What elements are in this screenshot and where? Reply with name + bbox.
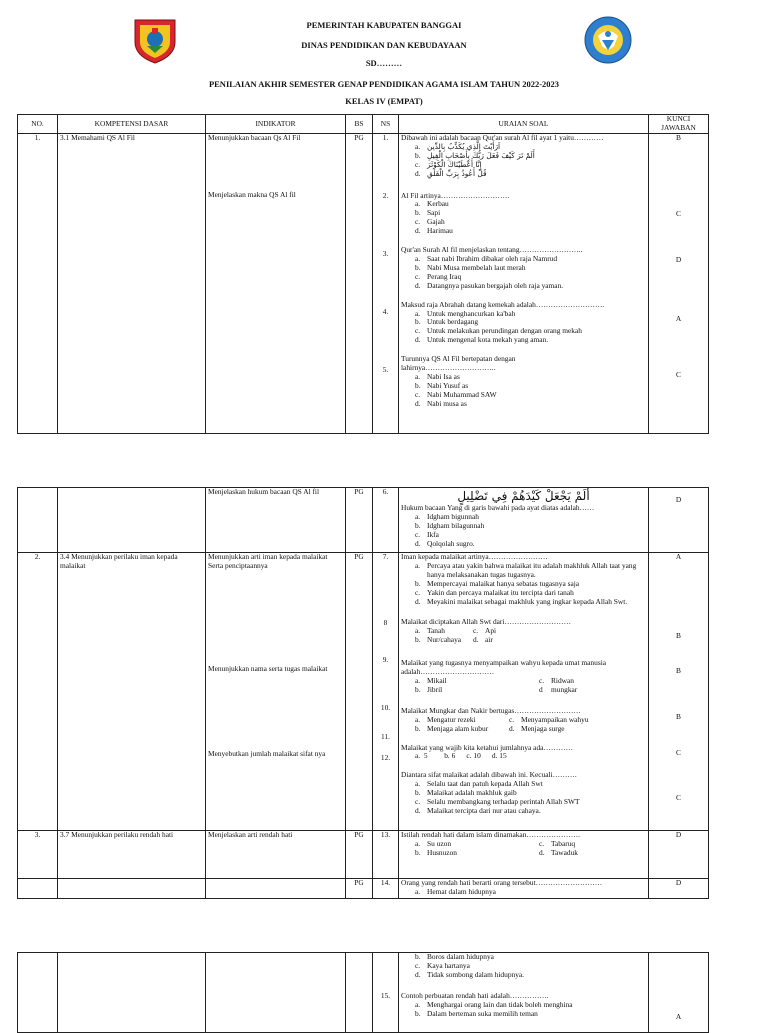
col-kunci-jawaban: KUNCI JAWABAN <box>649 115 709 134</box>
row-number: 1. <box>18 134 58 434</box>
kompetensi-dasar <box>58 488 206 553</box>
options-list <box>415 1001 646 1019</box>
col-bs: BS <box>346 115 373 134</box>
options-list <box>415 310 646 346</box>
uraian-cell <box>399 953 649 1033</box>
bentuk-soal: PG <box>346 488 373 553</box>
option: d. Untuk mengenal kota mekah yang aman. <box>415 335 549 345</box>
question-number: 4. <box>382 306 389 316</box>
option: d. Malaikat tercipta dari nur atau cahaya. <box>415 805 541 815</box>
option: a. اَرَأَيْتَ الَّذِي يُكَذِّبُ بِالدِّين <box>415 141 501 151</box>
option: c. إِنَّا أَعْطَيْنَاكَ الْكَوْثَرَ <box>415 159 482 169</box>
answer-key: D <box>675 254 682 264</box>
question-text: Istilah rendah hati dalam islam dinamakan…………………. <box>401 830 580 839</box>
row-number <box>18 488 58 553</box>
option: a. Hemat dalam hidupnya <box>415 886 496 896</box>
indikator-text <box>206 953 346 1033</box>
option: b. Idgham bilagunnah <box>415 520 485 530</box>
question-text: Maksud raja Abrahah datang kemekah adalah………………………. <box>401 299 605 309</box>
question-number: 11. <box>381 731 390 741</box>
option-pair: b. Husnuzon d. Tawaduk <box>415 847 578 857</box>
col-ns: NS <box>373 115 399 134</box>
answer-key: C <box>676 369 681 379</box>
option: b. Nabi Musa membelah laut merah <box>415 262 526 272</box>
option: b. Boros dalam hidupnya <box>415 952 494 961</box>
indikator-text: Menunjukkan nama serta tugas malaikat <box>208 663 328 673</box>
option: d. Meyakini malaikat sebagai makhluk yang ingkar kepada Allah Swt. <box>415 596 628 606</box>
arabic-verse: أَلَمْ يَجْعَلْ كَيْدَهُمْ فِي تَضْلِيلٍ <box>457 489 590 503</box>
row-number: 3. <box>18 831 58 879</box>
option: c. Untuk melakukan perundingan dengan orang mekah <box>415 326 582 336</box>
option: b. Mempercayai malaikat hanya sebatas tugasnya saja <box>415 578 580 588</box>
header-line-2: DINAS PENDIDIKAN DAN KEBUDAYAAN <box>301 40 467 50</box>
question-number: 7. <box>382 552 389 561</box>
answer-key-cell <box>649 953 709 1033</box>
kompetensi-dasar: 3.7 Menunjukkan perilaku rendah hati <box>58 831 206 879</box>
question-number: 9. <box>382 654 389 664</box>
uraian-cell <box>399 879 649 899</box>
option-pair: a. Tanah c. Api <box>415 626 497 636</box>
ns-cell <box>373 134 399 434</box>
options-list <box>415 716 646 734</box>
option: b. Sapi <box>415 208 441 218</box>
bentuk-soal: PG <box>346 879 373 899</box>
option: b. أَلَمْ تَرَ كَيْفَ فَعَلَ رَبُّكَ بِأَصْحَابِ الْفِيلِ <box>415 150 535 160</box>
options-list <box>415 840 646 858</box>
option: a. Nabi Isa as <box>415 371 460 381</box>
question-text: Malaikat yang wajib kita ketahui jumlahnya ada………… <box>401 742 573 752</box>
options-list <box>415 677 646 695</box>
col-uraian-soal: URAIAN SOAL <box>399 115 649 134</box>
question-text: Diantara sifat malaikat adalah dibawah ini. Kecuali………. <box>401 770 577 780</box>
option: c. Nabi Muhammad SAW <box>415 389 497 399</box>
uraian-cell <box>399 134 649 434</box>
answer-key: B <box>676 630 681 640</box>
option-pair: b. Menjaga alam kubur d. Menjaga surge <box>415 723 565 733</box>
row-number <box>18 953 58 1033</box>
answer-key: D <box>649 831 709 879</box>
header-line-3: SD……… <box>365 58 403 68</box>
options-list <box>415 562 646 607</box>
question-number: 14. <box>373 879 399 899</box>
uraian-cell <box>399 831 649 879</box>
class-title: KELAS IV (EMPAT) <box>345 96 423 106</box>
bentuk-soal: PG <box>346 553 373 831</box>
option-pair: a. Mikail c. Ridwan <box>415 675 574 685</box>
answer-key: B <box>676 665 681 675</box>
option: c. Kaya hartanya <box>415 960 470 970</box>
row-number: 2. <box>18 553 58 831</box>
option: a. Saat nabi Ibrahim dibakar oleh raja Namrud <box>415 253 558 263</box>
indikator-text <box>206 879 346 899</box>
option: a. Menghargai orang lain dan tidak boleh menghina <box>415 999 573 1009</box>
question-text: Malaikat Mungkar dan Nakir bertugas……………………… <box>401 705 581 715</box>
kompetensi-dasar: 3.4 Menunjukkan perilaku iman kepada malaikat <box>58 553 206 831</box>
uraian-cell <box>399 488 649 553</box>
question-text: Qur'an Surah Al fil menjelaskan tentang…………………….. <box>401 245 583 255</box>
question-number: 2. <box>382 190 389 200</box>
options-inline: a. 5 b. 6 c. 10 d. 15 <box>415 751 507 761</box>
option: a. Selalu taat dan patuh kepada Allah Swt <box>415 779 543 789</box>
option: c. Yakin dan percaya malaikat itu tercipta dari tanah <box>415 587 574 597</box>
ns-cell <box>373 553 399 831</box>
question-text: Al Fil artinya………………………. <box>401 190 510 200</box>
question-number: 8 <box>383 617 388 627</box>
option: d. Nabi musa as <box>415 398 467 408</box>
question-number: 10. <box>380 702 391 712</box>
answer-key: A <box>675 313 682 323</box>
question-number: 12. <box>380 752 391 762</box>
kompetensi-dasar <box>58 953 206 1033</box>
answer-key: C <box>676 208 681 218</box>
question-number: 5. <box>382 364 389 374</box>
answer-key-cell <box>649 134 709 434</box>
answer-key-cell <box>649 488 709 553</box>
question-grid-table-1 <box>17 114 709 434</box>
option: c. Perang Iraq <box>415 271 462 281</box>
option: c. Ikfa <box>415 529 439 539</box>
option: d. Harimau <box>415 226 453 236</box>
answer-key: C <box>676 792 681 802</box>
options-list <box>415 627 646 645</box>
row-number <box>18 879 58 899</box>
answer-key: B <box>676 711 681 721</box>
question-number: 13. <box>373 831 399 879</box>
indikator-cell <box>206 134 346 434</box>
option-pair: b. Nur/cahaya d. air <box>415 635 493 645</box>
option-pair: a. Su uzon c. Tabaruq <box>415 838 576 848</box>
question-number: 1. <box>382 133 389 142</box>
answer-key: B <box>676 133 681 142</box>
options-list <box>415 143 646 179</box>
question-text: Dibawah ini adalah bacaan Qur'an surah Al fil ayat 1 yaitu………… <box>401 133 604 142</box>
option: a. Idgham bigunnah <box>415 511 479 521</box>
answer-key: A <box>675 1012 682 1021</box>
question-text: Iman kepada malaikat artinya…………………… <box>401 552 548 561</box>
question-grid-table-3 <box>17 952 709 1033</box>
options-list <box>415 888 646 897</box>
exam-title: PENILAIAN AKHIR SEMESTER GENAP PENDIDIKAN AGAMA ISLAM TAHUN 2022-2023 <box>208 79 560 89</box>
uraian-cell <box>399 553 649 831</box>
option: a. Kerbau <box>415 199 449 209</box>
question-text: Hukum bacaan Yang di garis bawahi pada ayat diatas adalah…… <box>401 503 595 512</box>
option: b. Untuk berdagang <box>415 317 479 327</box>
answer-key: D <box>675 495 682 504</box>
options-list <box>415 780 646 816</box>
options-list <box>415 373 646 409</box>
question-number: 15. <box>380 991 391 1000</box>
bentuk-soal: PG <box>346 831 373 879</box>
question-text: Turunnya QS Al Fil bertepatan dengan lahirnya……………………….. <box>401 354 516 373</box>
option: b. Dalam berteman suka memilih teman <box>415 1008 538 1018</box>
options-list <box>415 513 646 549</box>
option: b. Nabi Yusuf as <box>415 380 469 390</box>
kompetensi-dasar: 3.1 Memahami QS Al Fil <box>58 134 206 434</box>
answer-key: D <box>649 879 709 899</box>
option: c. Selalu membangkang terhadap perintah Allah SWT <box>415 797 580 807</box>
options-list <box>415 200 646 236</box>
option-pair: b. Jibril d mungkar <box>415 684 578 694</box>
indikator-text: Menjelaskan makna QS Al fil <box>208 189 296 199</box>
option: d. Datangnya pasukan bergajah oleh raja yaman. <box>415 280 564 290</box>
col-no: NO. <box>18 115 58 134</box>
indikator-text: Menyebutkan jumlah malaikat sifat nya <box>208 748 326 758</box>
answer-key: A <box>675 552 682 561</box>
question-text: Contoh perbuatan rendah hati adalah……………. <box>401 990 549 1000</box>
indikator-text: Serta penciptaannya <box>208 560 268 570</box>
header-line-1: PEMERINTAH KABUPATEN BANGGAI <box>306 20 462 30</box>
option: d. Qolqolah sugro. <box>415 538 475 548</box>
answer-key: C <box>676 747 681 757</box>
question-grid-table-2 <box>17 487 709 899</box>
options-list <box>415 255 646 291</box>
indikator-text: Menjelaskan arti rendah hati <box>206 831 346 879</box>
option: b. Malaikat adalah makhluk gaib <box>415 788 517 798</box>
option-pair: a. Mengatur rezeki c. Menyampaikan wahyu <box>415 714 589 724</box>
indikator-cell <box>206 553 346 831</box>
question-text: Malaikat diciptakan Allah Swt dari……………………… <box>401 617 571 627</box>
question-text: Orang yang rendah hati berarti orang tersebut……………………… <box>401 878 603 887</box>
options-list <box>415 953 646 980</box>
question-number: 3. <box>382 248 389 258</box>
bentuk-soal <box>346 953 373 1033</box>
option: d. قُلْ أَعُوذُ بِرَبِّ الْفَلَقِ <box>415 168 487 178</box>
option: c. Gajah <box>415 217 445 227</box>
question-number: 6. <box>373 488 399 553</box>
ns-cell <box>373 953 399 1033</box>
answer-key-cell <box>649 553 709 831</box>
option: a. Untuk menghancurkan ka'bah <box>415 308 516 318</box>
indikator-text: Menunjukkan arti iman kepada malaikat <box>208 552 328 561</box>
question-text: Malaikat yang tugasnya menyampaikan wahyu kepada umat manusia adalah………………………… <box>401 658 607 677</box>
col-indikator: INDIKATOR <box>206 115 346 134</box>
indikator-text: Menunjukkan bacaan Qs Al Fil <box>208 133 301 142</box>
indikator-text: Menjelaskan hukum bacaan QS Al fil <box>206 488 346 553</box>
col-kompetensi: KOMPETENSI DASAR <box>58 115 206 134</box>
option: a. Percaya atau yakin bahwa malaikat itu adalah makhluk Allah taat yang hanya melaksanakan tugas tugasnya. <box>415 560 637 579</box>
bentuk-soal: PG <box>346 134 373 434</box>
kompetensi-dasar <box>58 879 206 899</box>
option: d. Tidak sombong dalam hidupnya. <box>415 969 525 979</box>
